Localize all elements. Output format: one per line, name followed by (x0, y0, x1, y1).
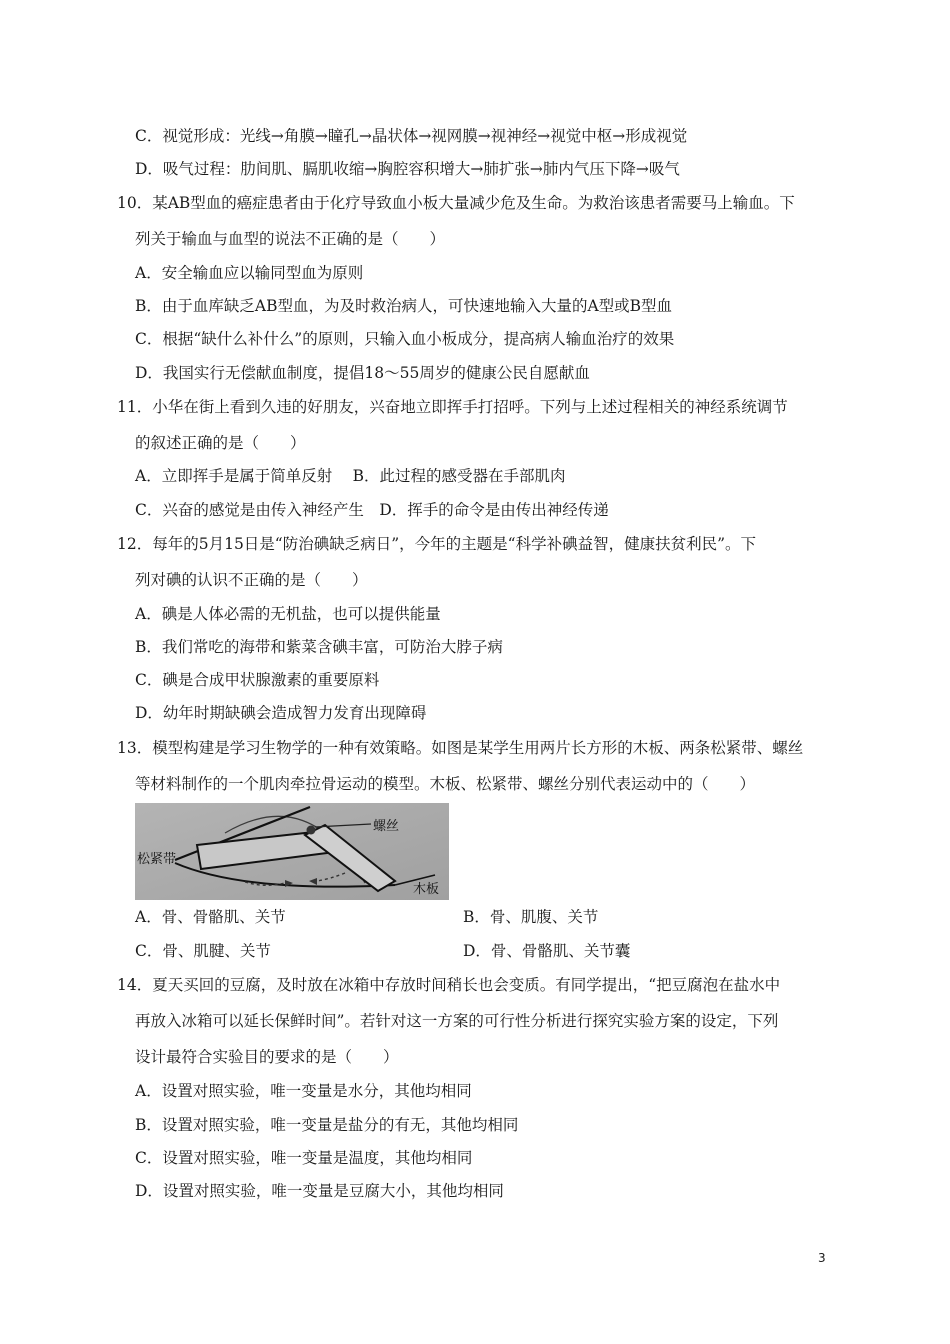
q10-option-d: D．我国实行无偿献血制度，提倡18～55周岁的健康公民自愿献血 (135, 364, 590, 382)
q9-option-c: C．视觉形成：光线→角膜→瞳孔→晶状体→视网膜→视神经→视觉中枢→形成视觉 (135, 127, 688, 145)
q14-stem-line1: 14．夏天买回的豆腐，及时放在冰箱中存放时间稍长也会变质。有同学提出，“把豆腐泡在盐水中 (117, 976, 781, 994)
q12-stem-line2: 列对碘的认识不正确的是（ ） (135, 571, 368, 589)
q12-option-b: B．我们常吃的海带和紫菜含碘丰富，可防治大脖子病 (135, 638, 503, 656)
q9-option-d: D．吸气过程：肋间肌、膈肌收缩→胸腔容积增大→肺扩张→肺内气压下降→吸气 (135, 160, 680, 178)
q12-stem-line1: 12．每年的5月15日是“防治碘缺乏病日”，今年的主题是“科学补碘益智，健康扶贫利民”。下 (117, 535, 757, 553)
q13-option-a: A．骨、骨骼肌、关节 (135, 908, 286, 926)
q11-options-ab: A．立即挥手是属于简单反射 B．此过程的感受器在手部肌肉 (135, 467, 566, 485)
q12-option-c: C．碘是合成甲状腺激素的重要原料 (135, 671, 380, 689)
label-board: 木板 (413, 882, 440, 897)
q12-option-d: D．幼年时期缺碘会造成智力发育出现障碍 (135, 704, 427, 722)
q14-option-a: A．设置对照实验，唯一变量是水分，其他均相同 (135, 1082, 472, 1100)
q14-stem-line3: 设计最符合实验目的要求的是（ ） (135, 1048, 399, 1066)
label-elastic-band: 松紧带 (137, 852, 177, 867)
q10-stem-line1: 10．某AB型血的癌症患者由于化疗导致血小板大量减少危及生命。为救治该患者需要马上输血。下 (117, 194, 795, 212)
q14-option-d: D．设置对照实验，唯一变量是豆腐大小，其他均相同 (135, 1182, 504, 1200)
q10-option-c: C．根据“缺什么补什么”的原则，只输入血小板成分，提高病人输血治疗的效果 (135, 330, 675, 348)
label-screw: 螺丝 (373, 819, 400, 834)
page-number: 3 (818, 1251, 826, 1265)
muscle-model-drawing (135, 803, 449, 900)
q13-option-c: C．骨、肌腱、关节 (135, 942, 271, 960)
q11-options-cd: C．兴奋的感觉是由传入神经产生 D．挥手的命令是由传出神经传递 (135, 501, 609, 519)
q11-stem-line1: 11．小华在街上看到久违的好朋友，兴奋地立即挥手打招呼。下列与上述过程相关的神经系统调节 (117, 398, 788, 416)
q14-stem-line2: 再放入冰箱可以延长保鲜时间”。若针对这一方案的可行性分析进行探究实验方案的设定，下列 (135, 1012, 779, 1030)
q13-option-b: B．骨、肌腹、关节 (463, 908, 599, 926)
q13-stem-line2: 等材料制作的一个肌肉牵拉骨运动的模型。木板、松紧带、螺丝分别代表运动中的（ ） (135, 775, 756, 793)
q10-option-a: A．安全输血应以输同型血为原则 (135, 264, 364, 282)
screw-point (307, 826, 316, 835)
q12-option-a: A．碘是人体必需的无机盐，也可以提供能量 (135, 605, 441, 623)
q11-stem-line2: 的叙述正确的是（ ） (135, 434, 306, 452)
q13-option-d: D．骨、骨骼肌、关节囊 (463, 942, 631, 960)
q10-stem-line2: 列关于输血与血型的说法不正确的是（ ） (135, 230, 446, 248)
q14-option-c: C．设置对照实验，唯一变量是温度，其他均相同 (135, 1149, 473, 1167)
q13-stem-line1: 13．模型构建是学习生物学的一种有效策略。如图是某学生用两片长方形的木板、两条松紧带、螺丝 (117, 739, 804, 757)
q14-option-b: B．设置对照实验，唯一变量是盐分的有无，其他均相同 (135, 1116, 519, 1134)
muscle-model-figure (135, 803, 449, 900)
q10-option-b: B．由于血库缺乏AB型血，为及时救治病人，可快速地输入大量的A型或B型血 (135, 297, 673, 315)
